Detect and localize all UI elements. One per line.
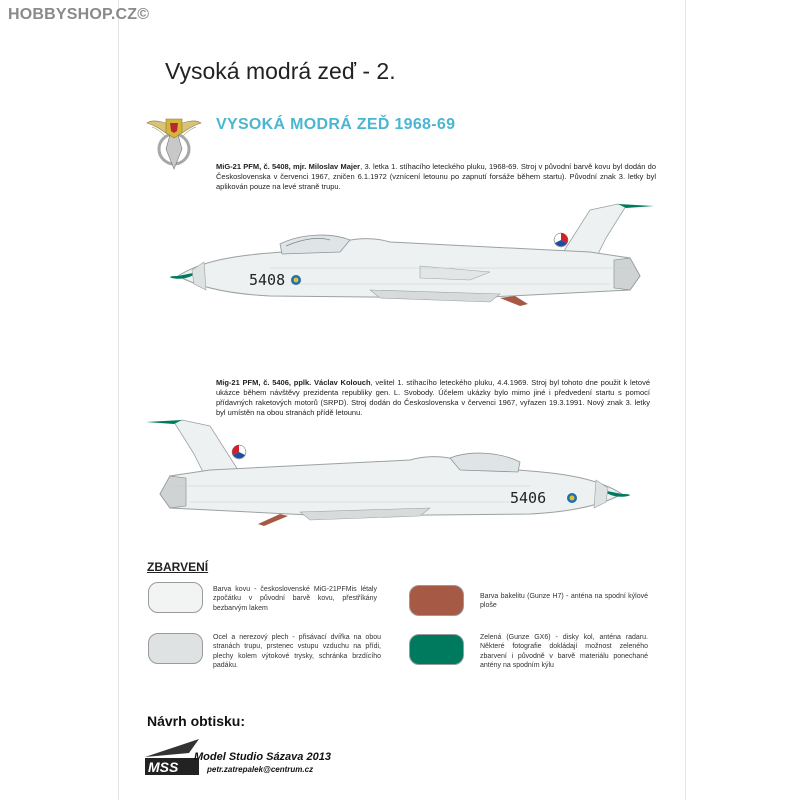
aircraft-2-description — [216, 378, 650, 418]
color-desc-green: Zelená (Gunze GX6) - disky kol, anténa radaru. Některé fotografie dokládají možnost zeleného zbarvení i původně v barvě materiálu ponechané antény na spodním kýlu — [480, 634, 648, 670]
aircraft-2-text: , velitel 1. stíhacího leteckého pluku, 4.4.1969. Stroj byl tohoto dne použit k letové ukázce během návštěvy prezidenta republiky gen. L. Svobody. Účelem ukázky bylo mimo jiné i předvedení startu s pomocí přídavných raketových motorů (SRPD). Stroj dodán do Československa v červenci 1967, vyřazen 19.3.1991. Nový znak 3. letky byl umístěn na obou stranách přídě letounu. — [216, 378, 650, 417]
color-desc-metal: Barva kovu - československé MiG-21PFMis létaly zpočátku v původní barvě kovu, přestříkány bezbarvým lakem — [213, 586, 377, 612]
aircraft-1-profile — [170, 198, 660, 316]
studio-name: Model Studio Sázava 2013 — [194, 751, 331, 763]
color-swatch-steel — [148, 633, 203, 664]
color-swatch-green — [409, 634, 464, 665]
aircraft-2-profile — [140, 414, 630, 532]
aircraft-1-heading: MiG-21 PFM, č. 5408, mjr. Miloslav Majer — [216, 162, 361, 171]
aircraft-1-text: , 3. letka 1. stíhacího leteckého pluku, 1968-69. Stroj v původní barvě kovu byl dodán do Československa v červenci 1967, zničen 6.1.1972 (vznícení letounu po zapnutí forsáže během startu). Původní znak 3. letky byl aplikován pouze na levé straně trupu. — [216, 162, 656, 191]
page-title: Vysoká modrá zeď - 2. — [165, 58, 396, 84]
aircraft-1-description — [216, 162, 656, 192]
colors-title: ZBARVENÍ — [147, 560, 209, 574]
aircraft-1-number: 5408 — [249, 271, 286, 289]
color-desc-steel: Ocel a nerezový plech - přisávací dvířka na obou stranách trupu, prstenec vstupu vzduchu na přídi, plechy kolem výtokové trysky, schránka brzdícího padáku. — [213, 634, 381, 670]
squadron-badge-icon — [146, 111, 202, 171]
studio-logo-text: MSS — [148, 759, 179, 775]
aircraft-2-heading: Mig-21 PFM, č. 5406, pplk. Václav Kolouch — [216, 378, 371, 387]
design-title: Návrh obtisku: — [147, 713, 246, 729]
color-desc-bakelite: Barva bakelitu (Gunze H7) - anténa na spodní kýlové ploše — [480, 593, 648, 610]
subtitle: VYSOKÁ MODRÁ ZEĎ 1968-69 — [216, 116, 456, 133]
color-swatch-bakelite — [409, 585, 464, 616]
color-swatch-metal — [148, 582, 203, 613]
studio-email: petr.zatrepalek@centrum.cz — [207, 765, 314, 774]
aircraft-2-number: 5406 — [510, 489, 547, 507]
watermark: HOBBYSHOP.CZ© — [8, 6, 150, 23]
